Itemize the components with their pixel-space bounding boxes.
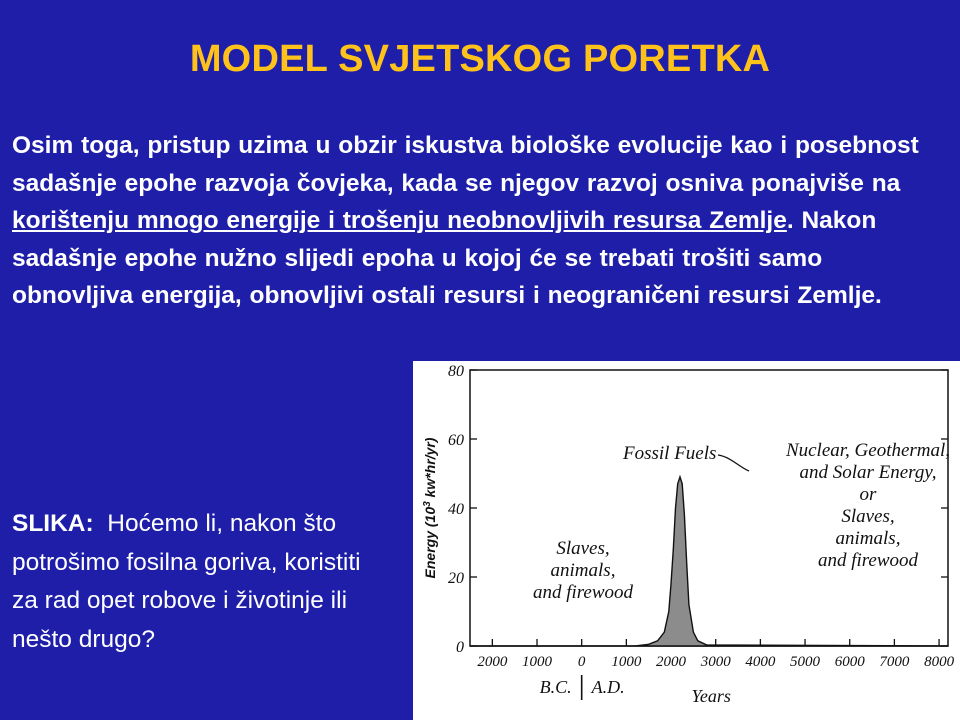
y-tick-label: 20: [448, 570, 464, 587]
y-tick-label: 0: [456, 639, 464, 656]
y-tick-label: 40: [448, 501, 464, 518]
slide-title: MODEL SVJETSKOG PORETKA: [189, 38, 771, 80]
x-tick-label: 0: [577, 654, 586, 670]
chart-svg: [413, 361, 960, 720]
annotation-future-energy: Nuclear, Geothermal,: [785, 440, 951, 461]
x-tick-label: 4000: [745, 654, 776, 670]
body-paragraph: [12, 127, 947, 315]
x-tick-label: 8000: [924, 654, 955, 670]
y-tick-label: 60: [448, 432, 464, 449]
annotation-past-energy: and firewood: [532, 582, 634, 603]
paragraph-part1: Osim toga, pristup uzima u obzir iskustva biološke evolucije kao i posebnost sadašnje epohe razvoja čovjeka, kada se njegov razvoj osniva ponajviše na: [12, 132, 919, 197]
x-tick-label: 2000: [477, 654, 508, 670]
annotation-past-energy: Slaves,: [556, 538, 610, 559]
x-tick-label: 7000: [879, 654, 910, 670]
caption-label: SLIKA:: [12, 510, 94, 537]
annotation-future-energy: animals,: [835, 528, 901, 549]
caption-text: Hoćemo li, nakon što potrošimo fosilna goriva, koristiti za rad opet robove i životinje ili nešto drugo?: [12, 510, 361, 653]
y-axis-label: Energy ($10^3$ kw*hr/yr): [421, 437, 438, 579]
paragraph-underlined: korištenju mnogo energije i trošenju neobnovljivih resursa Zemlje: [12, 207, 787, 234]
annotation-future-energy: Slaves,: [841, 506, 895, 527]
figure-caption: [12, 505, 387, 659]
x-tick-label: 1000: [522, 654, 553, 670]
annotation-fossil-fuels: Fossil Fuels: [623, 443, 717, 464]
annotation-past-energy: animals,: [550, 560, 616, 581]
annotation-future-energy: or: [859, 484, 877, 505]
era-label-ad: A.D.: [591, 677, 625, 697]
annotation-future-energy: and firewood: [817, 550, 919, 571]
x-tick-label: 5000: [790, 654, 821, 670]
x-tick-label: 6000: [834, 654, 865, 670]
annotation-leader-line: [718, 455, 749, 471]
era-label-bc: B.C.: [539, 677, 572, 697]
energy-chart: [413, 361, 960, 720]
x-tick-label: 1000: [611, 654, 642, 670]
y-tick-label: 80: [448, 363, 464, 380]
x-axis-label: Years: [691, 686, 731, 706]
x-tick-label: 3000: [700, 654, 731, 670]
x-tick-label: 2000: [656, 654, 687, 670]
annotation-future-energy: and Solar Energy,: [799, 462, 937, 483]
paragraph-part2: . Nakon sadašnje epohe nužno slijedi epoha u kojoj će se trebati trošiti samo obnovljiva energija, obnovljivi ostali resursi i neograničeni resursi Zemlje.: [12, 207, 882, 309]
